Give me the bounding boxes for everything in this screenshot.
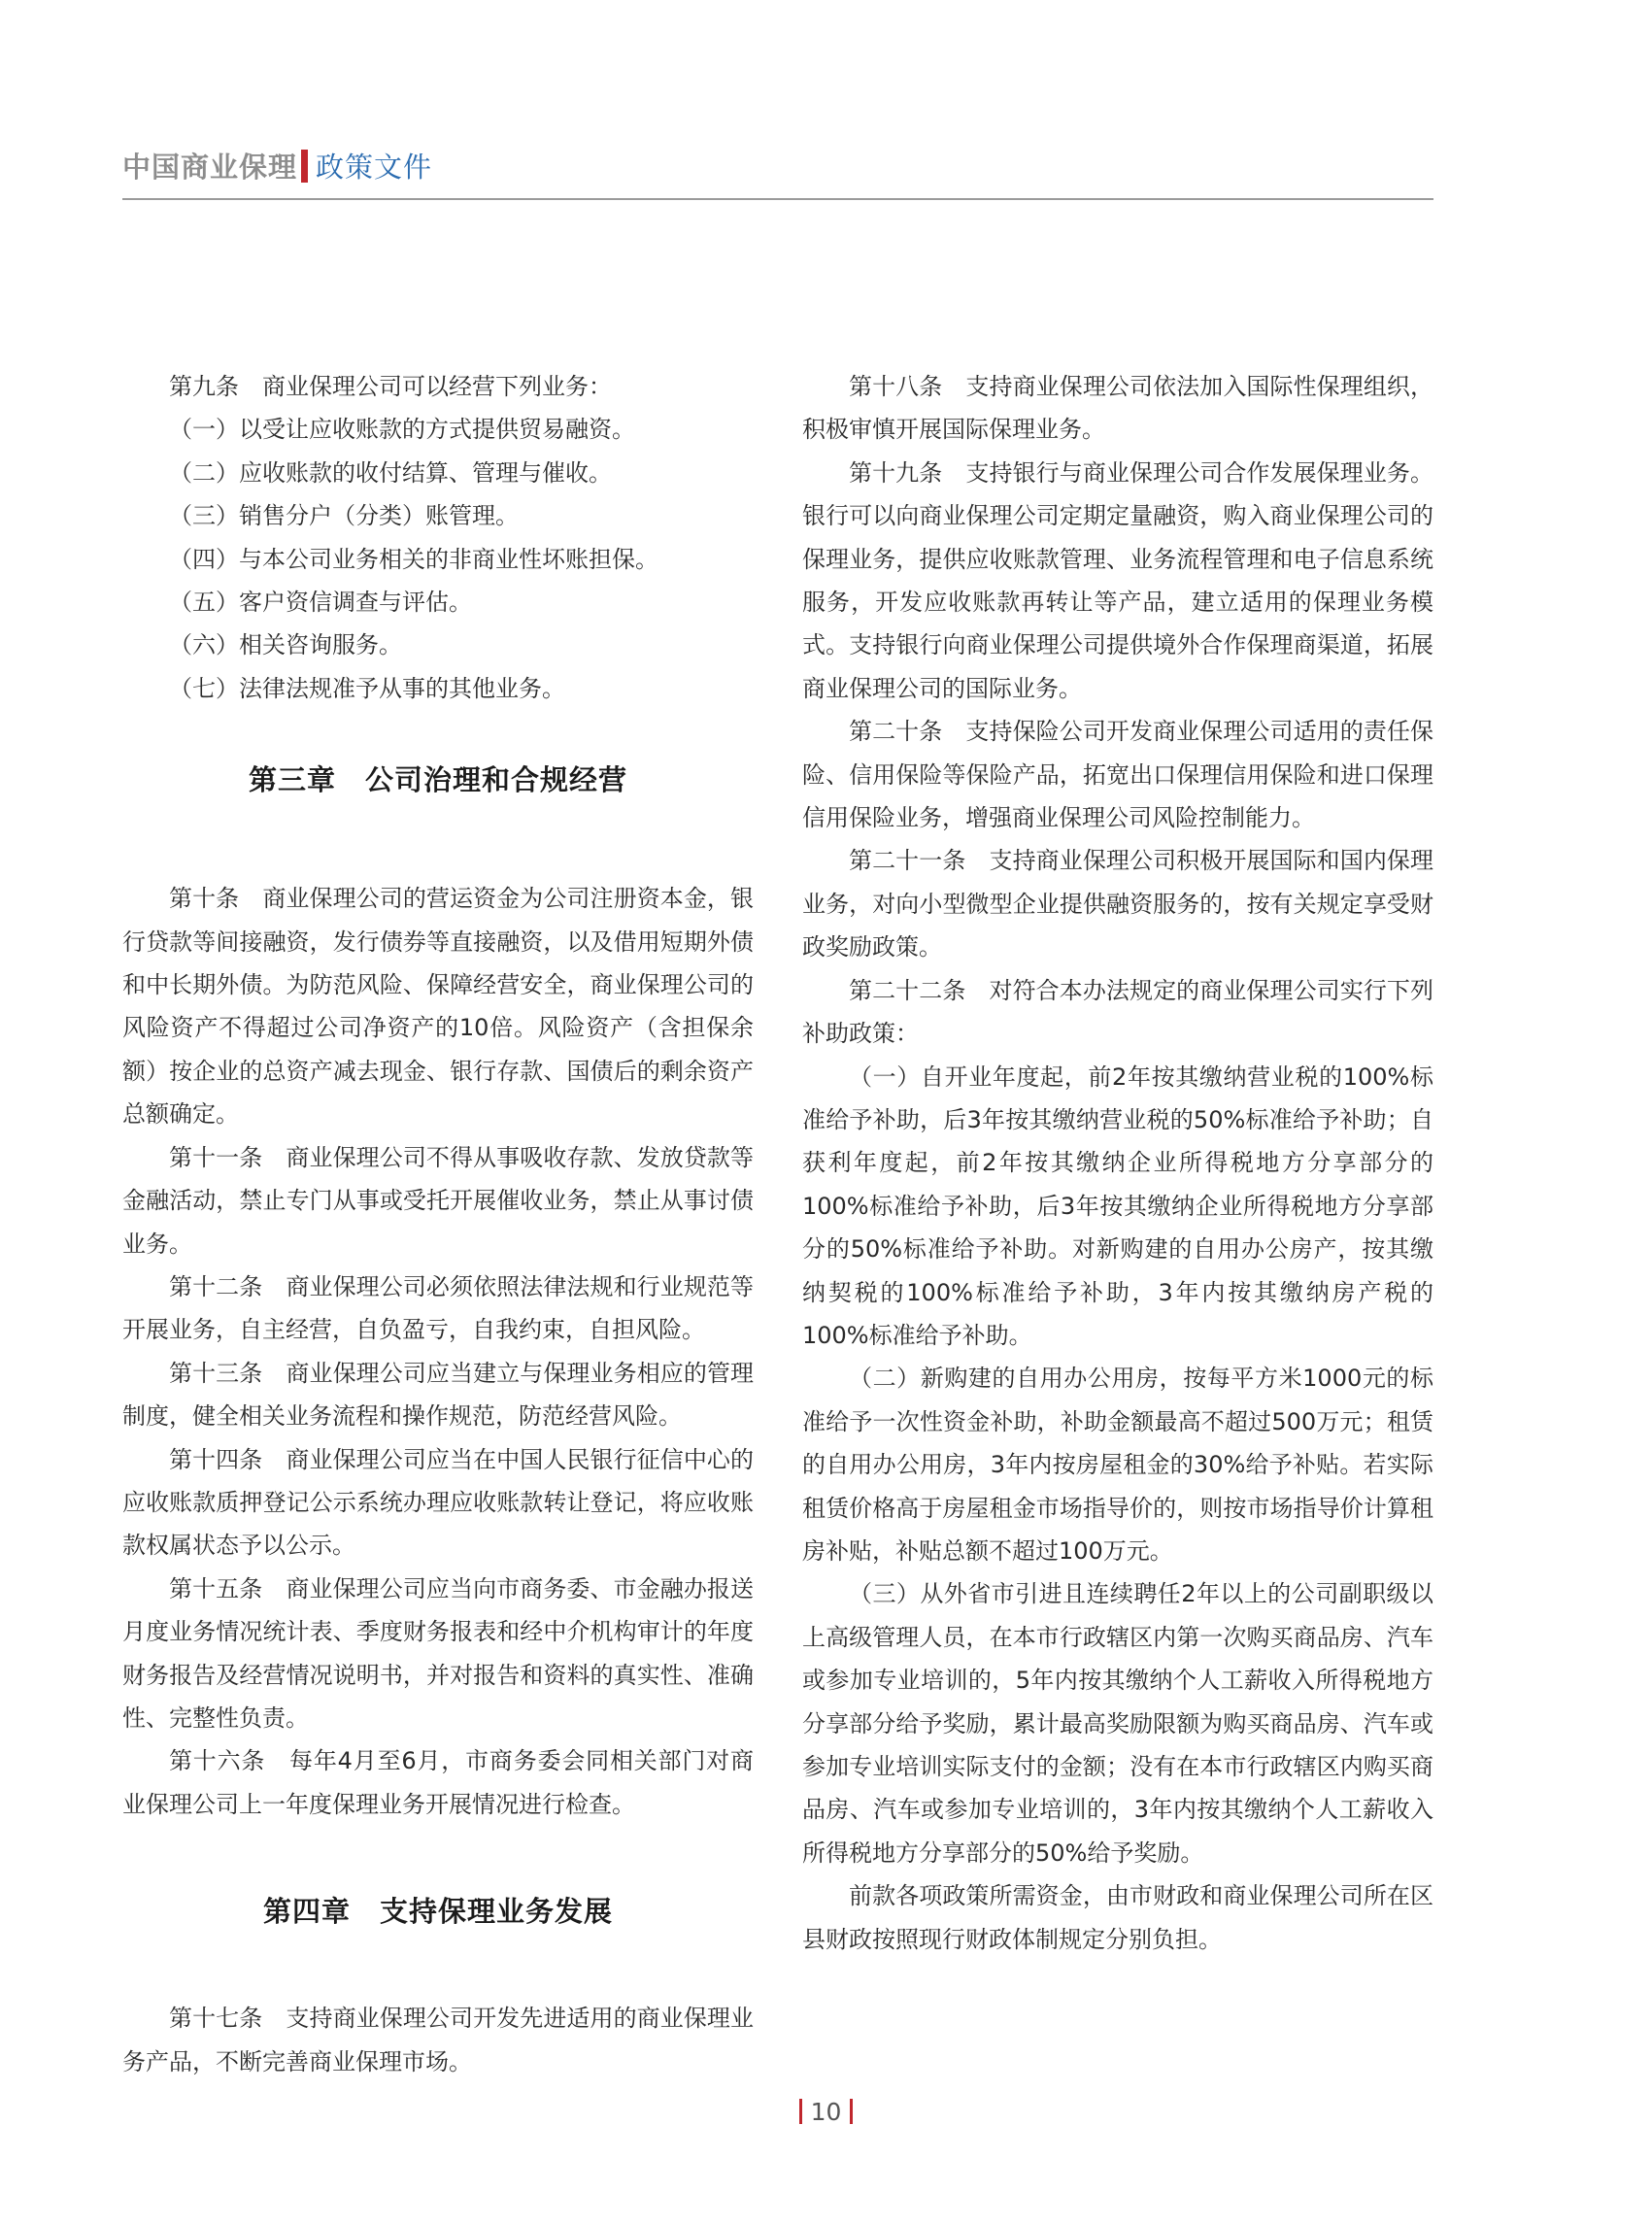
chapter-heading: 第四章 支持保理业务发展 (262, 1895, 613, 1929)
paragraph: 第十六条 每年4月至6月，市商务委会同相关部门对商业保理公司上一年度保理业务开展情况进行检查。 (122, 1747, 754, 1818)
header-divider-bar (301, 150, 308, 183)
section-name: 政策文件 (316, 151, 433, 184)
paragraph: 第十五条 商业保理公司应当向市商务委、市金融办报送月度业务情况统计表、季度财务报表和经中介机构审计的年度财务报告及经营情况说明书，并对报告和资料的真实性、准确性、完整性负责。 (122, 1574, 754, 1732)
paragraph: （五）客户资信调查与评估。 (169, 589, 472, 617)
paragraph: 第十条 商业保理公司的营运资金为公司注册资本金，银行贷款等间接融资，发行债券等直接融资，以及借用短期外债和中长期外债。为防范风险、保障经营安全，商业保理公司的风险资产不得超过公司净资产的10倍。风险资产（含担保余额）按企业的总资产减去现金、银行存款、国债后的剩余资产总额确定。 (122, 885, 754, 1129)
page-number: 10 (810, 2098, 842, 2126)
right-column (802, 365, 1433, 1961)
header-rule (122, 198, 1433, 200)
paragraph: 第十七条 支持商业保理公司开发先进适用的商业保理业务产品，不断完善商业保理市场。 (122, 2005, 754, 2075)
page-number-bar-right (850, 2099, 853, 2124)
paragraph: 第十三条 商业保理公司应当建立与保理业务相应的管理制度，健全相关业务流程和操作规范，防范经营风险。 (122, 1359, 754, 1431)
paragraph: （六）相关咨询服务。 (169, 631, 402, 659)
paragraph: 第二十条 支持保险公司开发商业保理公司适用的责任保险、信用保险等保险产品，拓宽出口保理信用保险和进口保理信用保险业务，增强商业保理公司风险控制能力。 (802, 718, 1433, 832)
paragraph: 第十四条 商业保理公司应当在中国人民银行征信中心的应收账款质押登记公示系统办理应收账款转让登记，将应收账款权属状态予以公示。 (122, 1445, 754, 1560)
page-number-footer (0, 2098, 1652, 2127)
paragraph: （四）与本公司业务相关的非商业性坏账担保。 (169, 545, 658, 573)
paragraph: 第二十二条 对符合本办法规定的商业保理公司实行下列补助政策： (802, 976, 1433, 1048)
running-header (122, 150, 432, 185)
journal-brand: 中国商业保理 (122, 151, 298, 184)
paragraph: （三）销售分户（分类）账管理。 (169, 502, 519, 530)
paragraph: 前款各项政策所需资金，由市财政和商业保理公司所在区县财政按照现行财政体制规定分别负担。 (802, 1882, 1433, 1953)
paragraph: 第十八条 支持商业保理公司依法加入国际性保理组织，积极审慎开展国际保理业务。 (802, 373, 1433, 444)
paragraph: （七）法律法规准予从事的其他业务。 (169, 674, 565, 702)
page-number-bar-left (799, 2099, 802, 2124)
paragraph: 第十一条 商业保理公司不得从事吸收存款、发放贷款等金融活动，禁止专门从事或受托开展催收业务，禁止从事讨债业务。 (122, 1143, 754, 1258)
paragraph: （一）自开业年度起，前2年按其缴纳营业税的100%标准给予补助，后3年按其缴纳营业税的50%标准给予补助；自获利年度起，前2年按其缴纳企业所得税地方分享部分的100%标准给予补助，后3年按其缴纳企业所得税地方分享部分的50%标准给予补助。对新购建的自用办公房产，按其缴纳契税的100%标准给予补助，3年内按其缴纳房产税的100%标准给予补助。 (802, 1062, 1433, 1349)
chapter-heading: 第三章 公司治理和合规经营 (248, 763, 627, 797)
paragraph: 第九条 商业保理公司可以经营下列业务： (169, 373, 612, 400)
paragraph: 第十九条 支持银行与商业保理公司合作发展保理业务。银行可以向商业保理公司定期定量融资，购入商业保理公司的保理业务，提供应收账款管理、业务流程管理和电子信息系统服务，开发应收账款再转让等产品，建立适用的保理业务模式。支持银行向商业保理公司提供境外合作保理商渠道，拓展商业保理公司的国际业务。 (802, 458, 1433, 702)
left-column (122, 365, 754, 2083)
paragraph: 第十二条 商业保理公司必须依照法律法规和行业规范等开展业务，自主经营，自负盈亏，自我约束，自担风险。 (122, 1272, 754, 1344)
paragraph: （二）新购建的自用办公用房，按每平方米1000元的标准给予一次性资金补助，补助金额最高不超过500万元；租赁的自用办公用房，3年内按房屋租金的30%给予补贴。若实际租赁价格高于房屋租金市场指导价的，则按市场指导价计算租房补贴，补贴总额不超过100万元。 (802, 1365, 1433, 1565)
paragraph: （一）以受让应收账款的方式提供贸易融资。 (169, 416, 635, 444)
paragraph: （三）从外省市引进且连续聘任2年以上的公司副职级以上高级管理人员，在本市行政辖区内第一次购买商品房、汽车或参加专业培训的，5年内按其缴纳个人工薪收入所得税地方分享部分给予奖励，累计最高奖励限额为购买商品房、汽车或参加专业培训实际支付的金额；没有在本市行政辖区内购买商品房、汽车或参加专业培训的，3年内按其缴纳个人工薪收入所得税地方分享部分的50%给予奖励。 (802, 1580, 1433, 1867)
paragraph: 第二十一条 支持商业保理公司积极开展国际和国内保理业务，对向小型微型企业提供融资服务的，按有关规定享受财政奖励政策。 (802, 847, 1433, 961)
paragraph: （二）应收账款的收付结算、管理与催收。 (169, 458, 612, 487)
